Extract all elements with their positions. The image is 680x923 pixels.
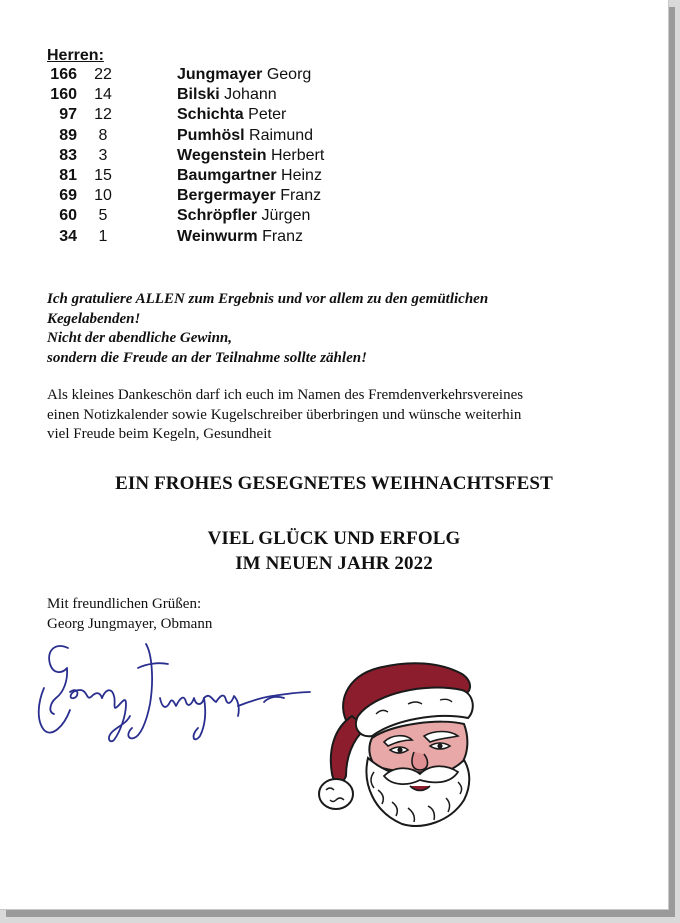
message-line: Ich gratuliere ALLEN zum Ergebnis und vor allem zu den gemütlichen — [47, 291, 489, 307]
new-year-line-2: IM NEUEN JAHR 2022 — [235, 553, 433, 574]
table-row — [45, 85, 324, 105]
points-cell: 97 — [59, 106, 77, 124]
rank-cell: 5 — [98, 207, 108, 225]
table-row — [45, 186, 324, 206]
surname: Weinwurm — [177, 227, 258, 245]
surname: Schichta — [177, 106, 244, 124]
thanks-line: einen Notizkalender sowie Kugelschreiber überbringen und wünsche weiterhin — [47, 406, 522, 423]
points-cell: 60 — [59, 207, 77, 225]
thanks-line: Als kleines Dankeschön darf ich euch im Namen des Fremdenverkehrsvereines — [47, 387, 524, 403]
closing-salutation: Mit freundlichen Grüßen: — [47, 596, 202, 612]
new-year-line-1: VIEL GLÜCK UND ERFOLG — [207, 528, 461, 549]
firstname: Raimund — [249, 126, 314, 144]
surname: Wegenstein — [177, 146, 267, 164]
rank-cell: 14 — [94, 86, 112, 104]
rank-cell: 3 — [98, 146, 108, 164]
firstname: Herbert — [270, 146, 325, 164]
signature-image — [34, 640, 314, 750]
firstname: Johann — [224, 86, 277, 104]
points-cell: 69 — [59, 187, 77, 205]
message-line: sondern die Freude an der Teilnahme sollte zählen! — [47, 349, 367, 366]
points-cell: 34 — [59, 227, 77, 245]
rank-cell: 8 — [98, 126, 108, 144]
surname: Schröpfler — [177, 207, 258, 225]
rank-cell: 1 — [98, 227, 108, 245]
section-title: Herren: — [47, 47, 104, 64]
thanks-paragraph — [47, 386, 647, 445]
name-cell — [129, 105, 324, 125]
points-cell: 166 — [50, 66, 77, 84]
new-year-greeting — [0, 526, 668, 576]
message-line: Kegelabenden! — [47, 310, 141, 327]
closing — [47, 594, 212, 634]
firstname: Peter — [248, 106, 287, 124]
name-cell — [129, 126, 324, 146]
closing-name: Georg Jungmayer, Obmann — [47, 616, 213, 632]
firstname: Franz — [262, 227, 303, 245]
congratulation-message — [47, 290, 488, 368]
surname: Baumgartner — [177, 167, 277, 185]
santa-claus-image — [312, 654, 487, 829]
table-row — [45, 126, 324, 146]
christmas-greeting: EIN FROHES GESEGNETES WEIHNACHTSFEST — [115, 473, 553, 494]
scores-table — [45, 65, 324, 247]
name-cell — [129, 206, 324, 226]
name-cell — [129, 85, 324, 105]
points-cell: 160 — [50, 86, 77, 104]
table-row — [45, 105, 324, 125]
message-line: Nicht der abendliche Gewinn, — [47, 330, 233, 346]
name-cell — [129, 166, 324, 186]
table-row — [45, 146, 324, 166]
surname: Bilski — [177, 86, 220, 104]
firstname: Georg — [266, 66, 312, 84]
name-cell — [129, 65, 324, 85]
rank-cell: 10 — [94, 187, 112, 205]
firstname: Jürgen — [261, 207, 311, 225]
rank-cell: 15 — [94, 167, 112, 185]
firstname: Franz — [280, 187, 322, 205]
surname: Jungmayer — [177, 66, 263, 84]
table-row — [45, 65, 324, 85]
name-cell — [129, 227, 324, 247]
rank-cell: 22 — [94, 66, 112, 84]
rank-cell: 12 — [94, 106, 112, 124]
surname: Pumhösl — [177, 126, 245, 144]
firstname: Heinz — [281, 167, 322, 185]
surname: Bergermayer — [177, 187, 276, 205]
table-row — [45, 166, 324, 186]
thanks-line: viel Freude beim Kegeln, Gesundheit — [47, 426, 272, 442]
points-cell: 89 — [59, 126, 77, 144]
name-cell — [129, 186, 324, 206]
table-row — [45, 206, 324, 226]
points-cell: 81 — [59, 167, 77, 185]
name-cell — [129, 146, 324, 166]
points-cell: 83 — [59, 146, 77, 164]
table-row — [45, 227, 324, 247]
